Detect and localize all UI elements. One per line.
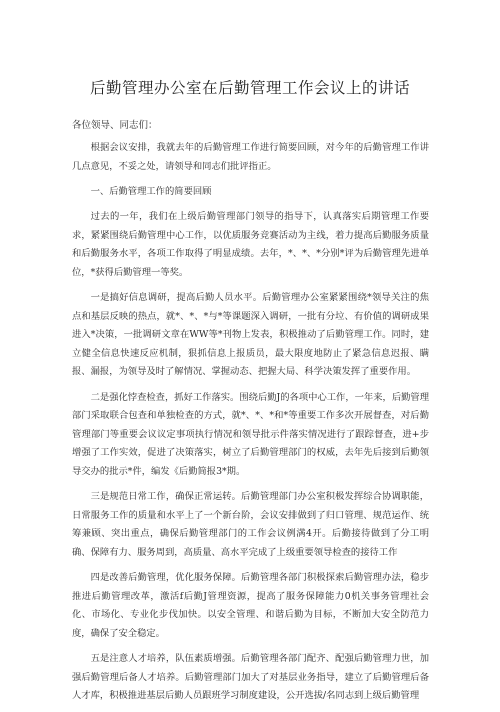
paragraph-point-1: 一是搞好信息调研，提高后勤人员水平。后勤管理办公室紧紧围绕*领导关注的焦点和基层反映的热点，就*、*、*与*等课题深入调研，一批有分垃、有价值的调研成果进入*决策，一批调研文章在WW等*刊物上发表，积极推动了后勤管理工作。同时，建立健全信息快速反应机制，狠抓信息上报质员，最大限度地防止了紧急信息迟报、瞒报、漏报，为领导及时了解情况、掌握动态、把握大局、科学决策发挥了重要作用。 xyxy=(72,291,429,378)
paragraph-point-5: 五是注意人才培养，队伍素质增强。后勤管理各部门配齐、配强后勤管理力世，加强后勤管理后备人才培养。后勤管理部门加大了对基层业务指导，建立了后勤管理后备人才库，积极推进基层后勤人员跟班学习制度建设，公开选拔/名同志到上级后勤管理 xyxy=(72,653,429,702)
section-heading: 一、后勤管理工作的简要回顾 xyxy=(90,185,212,197)
paragraph-point-2: 二是强化悖查检查，抓好工作落实。围绕后勤J的各项中心工作，一年来，后勤管理部门采取联合包查和单独检查的方式，就*、*、*和*等重要工作多次开展督查，对后勤管理部门等重要会议议定事项执行情况和领导批示件落实情况进行了跟踪督查，进+步增强了工作实效，促进了决策落实，树立了后勤管理部门的权威，去年先后接到后勤领导交办的批示*件，编发《后勤简报3*期。 xyxy=(72,391,430,477)
document-body xyxy=(72,139,429,712)
paragraph-review: 过去的一年，我们在上级后勤管理部门领导的指导下，认真落实后期管理工作要求，紧紧围绕后勤管理中心工作，以优质服务竞赛活动为主线，着力提高后勤服务质量和后勤服务水平，各项工作取得了明显成绩。去年，*、*、*分别*评为后勤管理先进单位，*获得后勤管理一等奖。 xyxy=(72,210,429,278)
paragraph-point-4: 四是改善后勤管理，优化服务保障。后勤管理各部门积极探索后勤管理办法，稳步推进后勤管理改革，激活f后勤J管理资源，提高了服务保障能力0机关事务管理社会化、市场化、专业化步伐加快。以安全管理、和谐后勤为目标，不断加大安全防范力度，确保了安全稳定。 xyxy=(72,572,429,639)
greeting: 各位领导、同志们： xyxy=(72,120,158,131)
paragraph-intro: 根据会议安排，我就去年的后勤管理工作进行简要回顾，对今年的后勤管理工作讲几点意见，不妥之处，请领导和同志们批评指正。 xyxy=(72,142,429,172)
paragraph-point-3: 三是规范日常工作，确保正常运转。后勤管理部门办公室积极发挥综合协调职能，日常服务工作的质量和水平上了一个新台阶，会议安排做到了归口管理、规范运作、统筹兼顾、突出重点，确保后勤管理部门的工作会议例满4开。后勤接待做到了分工明确、保障有力、服务周到，高质量、高水平完成了上级重要领导检查的接待工作 xyxy=(72,491,429,558)
page-title: 后勤管理办公室在后勤管理工作会议上的讲话 xyxy=(89,79,410,97)
